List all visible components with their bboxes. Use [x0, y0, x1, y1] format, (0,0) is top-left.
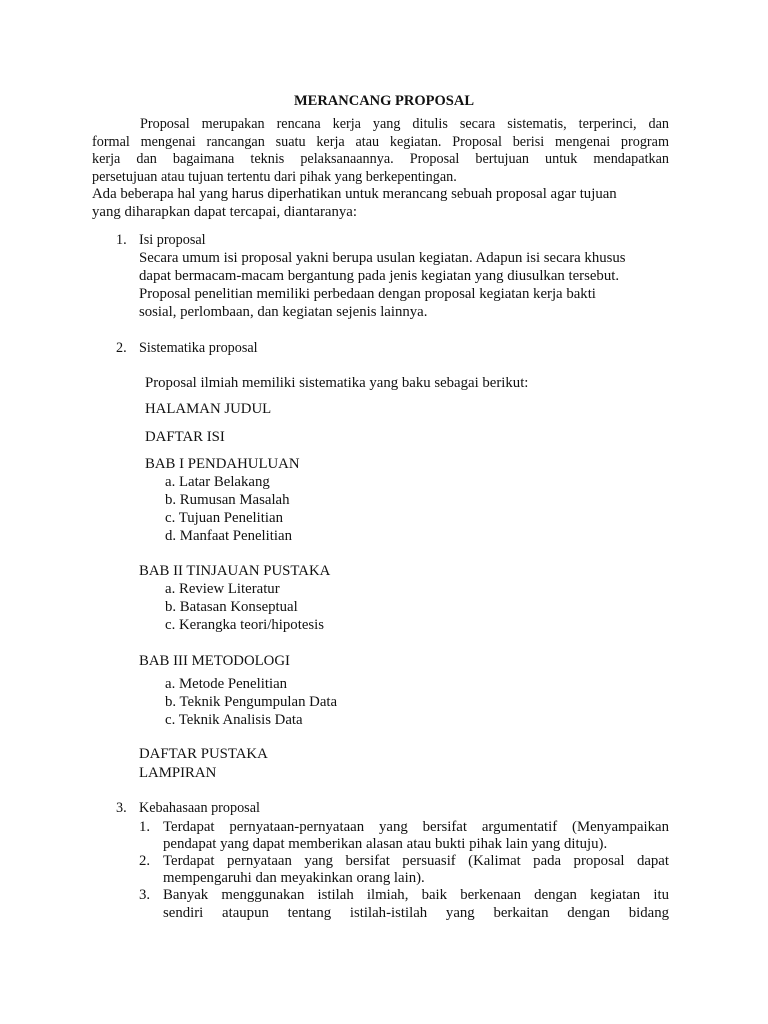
- section3-item-line: sendiri ataupun tentang istilah-istilah yang berkaitan dengan bidang: [163, 905, 669, 921]
- section2-number: 2.: [116, 340, 127, 356]
- bab1-item: d. Manfaat Penelitian: [165, 528, 292, 544]
- daftar-isi: DAFTAR ISI: [145, 429, 225, 445]
- halaman-judul: HALAMAN JUDUL: [145, 401, 272, 417]
- section3-item-line: mempengaruhi dan meyakinkan orang lain).: [163, 870, 425, 886]
- intro-line-4: persetujuan atau tujuan tertentu dari pihak yang berkepentingan.: [92, 168, 457, 185]
- bab2-item: b. Batasan Konseptual: [165, 599, 298, 615]
- intro-line-2: formal mengenai rancangan suatu kerja atau kegiatan. Proposal berisi mengenai program: [92, 133, 669, 150]
- section2-lead: Proposal ilmiah memiliki sistematika yang baku sebagai berikut:: [145, 375, 529, 391]
- intro-lead-line-1: Ada beberapa hal yang harus diperhatikan untuk merancang sebuah proposal agar tujuan: [92, 186, 617, 202]
- section1-line-4: sosial, perlombaan, dan kegiatan sejenis lainnya.: [139, 304, 428, 320]
- bab3-item: c. Teknik Analisis Data: [165, 712, 303, 728]
- section3-item-number: 2.: [139, 853, 151, 869]
- intro-line-3: kerja dan bagaimana teknis pelaksanaannya. Proposal bertujuan untuk mendapatkan: [92, 151, 669, 167]
- bab1-item: a. Latar Belakang: [165, 474, 270, 490]
- section2-heading: Sistematika proposal: [139, 340, 258, 356]
- section3-item-line: pendapat yang dapat memberikan alasan atau bukti pihak lain yang dituju).: [163, 836, 608, 852]
- bab3-heading: BAB III METODOLOGI: [139, 653, 290, 669]
- section1-line-1: Secara umum isi proposal yakni berupa usulan kegiatan. Adapun isi secara khusus: [139, 250, 626, 266]
- section1-line-3: Proposal penelitian memiliki perbedaan dengan proposal kegiatan kerja bakti: [139, 286, 596, 302]
- section3-item-line: Banyak menggunakan istilah ilmiah, baik berkenaan dengan kegiatan itu: [163, 887, 669, 903]
- intro-line-1: Proposal merupakan rencana kerja yang ditulis secara sistematis, terperinci, dan: [140, 116, 669, 132]
- lampiran: LAMPIRAN: [139, 765, 217, 781]
- bab2-item: c. Kerangka teori/hipotesis: [165, 617, 325, 633]
- page-title: MERANCANG PROPOSAL: [293, 93, 475, 109]
- daftar-pustaka: DAFTAR PUSTAKA: [139, 746, 268, 762]
- section3-heading: Kebahasaan proposal: [139, 800, 260, 816]
- bab1-heading: BAB I PENDAHULUAN: [145, 456, 300, 472]
- section3-item-number: 1.: [139, 819, 151, 835]
- section3-number: 3.: [116, 800, 127, 816]
- bab2-item: a. Review Literatur: [165, 581, 280, 597]
- section1-number: 1.: [116, 232, 127, 248]
- section1-line-2: dapat bermacam-macam bergantung pada jenis kegiatan yang diusulkan tersebut.: [139, 268, 620, 284]
- bab1-item: b. Rumusan Masalah: [165, 492, 290, 508]
- section3-item-number: 3.: [139, 887, 151, 903]
- section3-item-line: Terdapat pernyataan yang bersifat persuasif (Kalimat pada proposal dapat: [163, 853, 669, 869]
- intro-lead-line-2: yang diharapkan dapat tercapai, diantaranya:: [92, 204, 357, 220]
- bab3-item: b. Teknik Pengumpulan Data: [165, 694, 338, 710]
- bab1-item: c. Tujuan Penelitian: [165, 510, 283, 526]
- section1-heading: Isi proposal: [139, 232, 206, 248]
- bab3-item: a. Metode Penelitian: [165, 676, 288, 692]
- section3-item-line: Terdapat pernyataan-pernyataan yang bersifat argumentatif (Menyampaikan: [163, 819, 669, 835]
- bab2-heading: BAB II TINJAUAN PUSTAKA: [139, 563, 331, 579]
